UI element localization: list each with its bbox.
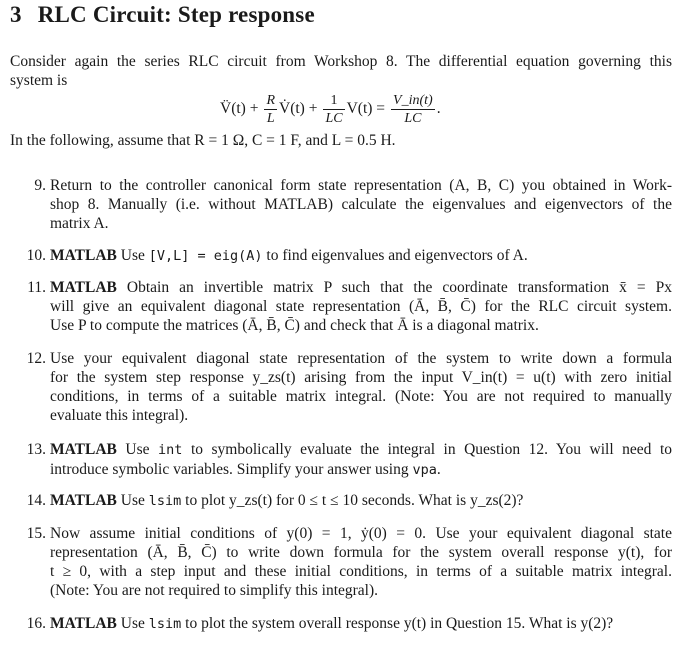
fraction-numerator: 1 xyxy=(330,92,338,108)
equation-term: V̇(t) + xyxy=(279,100,318,117)
question-item xyxy=(20,440,672,480)
question-line: conditions, in terms of a suitable matrix integral. (Note: You are not required to manually xyxy=(50,388,672,405)
code-snippet: lsim xyxy=(148,616,182,632)
question-text: Use xyxy=(125,441,150,458)
question-item xyxy=(20,176,672,233)
question-text: to plot the system overall response y(t) in Question 15. What is y(2)? xyxy=(185,615,614,632)
question-text: introduce symbolic variables. Simplify your answer using xyxy=(50,461,409,478)
code-snippet: int xyxy=(158,442,183,458)
question-text: Obtain an invertible matrix P such that the coordinate transformation x̄ = Px xyxy=(126,279,673,296)
question-line: matrix A. xyxy=(50,215,109,232)
matlab-keyword: MATLAB xyxy=(50,441,117,458)
equation-fraction xyxy=(264,93,277,126)
differential-equation xyxy=(0,88,693,130)
fraction-numerator: V_in(t) xyxy=(393,92,433,108)
assumption-text: In the following, assume that R = 1 Ω, C = 1 F, and L = 0.5 H. xyxy=(10,132,396,149)
question-line: t ≥ 0, with a step input and these initial conditions, in terms of a suitable matrix integral. xyxy=(50,563,672,580)
equation-term: V̈(t) + xyxy=(220,100,259,117)
question-number: 11. xyxy=(27,279,46,296)
question-item xyxy=(20,278,672,335)
equation-term: V(t) = xyxy=(346,100,386,117)
question-number: 15. xyxy=(26,525,46,542)
fraction-numerator: R xyxy=(266,92,276,108)
question-number: 10. xyxy=(26,247,46,264)
question-line: (Note: You are not required to simplify this integral). xyxy=(50,582,379,599)
question-line: Use P to compute the matrices (Ā, B̄, C̄) and check that Ā is a diagonal matrix. xyxy=(50,317,539,334)
matlab-keyword: MATLAB xyxy=(50,279,117,296)
fraction-denominator: L xyxy=(266,110,275,126)
question-line: will give an equivalent diagonal state representation (Ā, B̄, C̄) for the RLC circuit system. xyxy=(50,298,672,315)
question-number: 14. xyxy=(26,492,46,509)
fraction-denominator: LC xyxy=(325,110,343,126)
question-item xyxy=(20,524,672,600)
question-text: Use xyxy=(120,492,145,509)
equation-fraction xyxy=(323,93,344,126)
intro-paragraph xyxy=(10,52,672,90)
question-line xyxy=(50,460,672,480)
equation-fraction xyxy=(391,93,435,126)
intro-line: Consider again the series RLC circuit from Workshop 8. The differential equation governing this xyxy=(10,53,672,70)
question-number: 13. xyxy=(26,441,46,458)
matlab-keyword: MATLAB xyxy=(50,615,117,632)
question-item xyxy=(20,614,672,634)
question-line: Now assume initial conditions of y(0) = 1, ẏ(0) = 0. Use your equivalent diagonal state xyxy=(50,525,672,542)
intro-line: system is xyxy=(10,72,68,89)
question-text: to find eigenvalues and eigenvectors of A. xyxy=(266,247,528,264)
section-title-text: RLC Circuit: Step response xyxy=(37,2,315,27)
question-text: Use xyxy=(120,615,145,632)
matlab-keyword: MATLAB xyxy=(50,247,117,264)
question-line xyxy=(50,440,672,460)
question-line xyxy=(50,246,672,266)
question-number: 16. xyxy=(26,615,46,632)
question-number: 9. xyxy=(34,177,46,194)
question-text: to symbolically evaluate the integral in Question 12. You will need to xyxy=(190,441,673,458)
code-snippet: [V,L] = eig(A) xyxy=(148,248,263,264)
question-number: 12. xyxy=(26,350,46,367)
code-snippet: lsim xyxy=(148,493,182,509)
question-line: Return to the controller canonical form state representation (A, B, C) you obtained in Work- xyxy=(50,177,672,194)
question-line xyxy=(50,278,672,297)
question-line: shop 8. Manually (i.e. without MATLAB) calculate the eigenvalues and eigenvectors of the xyxy=(50,196,672,213)
question-line: Use your equivalent diagonal state representation of the system to write down a formula xyxy=(50,350,672,367)
question-item xyxy=(20,349,672,425)
equation-end: . xyxy=(436,100,441,117)
question-item xyxy=(20,246,672,266)
section-heading xyxy=(10,2,315,28)
section-number: 3 xyxy=(10,2,22,27)
question-line: for the system step response y_zs(t) arising from the input V_in(t) = u(t) with zero initial xyxy=(50,369,672,386)
question-line xyxy=(50,491,672,511)
question-text: . xyxy=(436,461,441,478)
fraction-denominator: LC xyxy=(404,110,422,126)
assumption-paragraph xyxy=(10,131,672,150)
question-item xyxy=(20,491,672,511)
code-snippet: vpa xyxy=(412,462,437,478)
question-line: representation (Ā, B̄, C̄) to write down formula for the system overall response y(t), for xyxy=(50,544,672,561)
question-line: evaluate this integral). xyxy=(50,407,189,424)
matlab-keyword: MATLAB xyxy=(50,492,117,509)
question-text: Use xyxy=(120,247,145,264)
question-text: to plot y_zs(t) for 0 ≤ t ≤ 10 seconds. What is y_zs(2)? xyxy=(185,492,524,509)
question-line xyxy=(50,614,672,634)
